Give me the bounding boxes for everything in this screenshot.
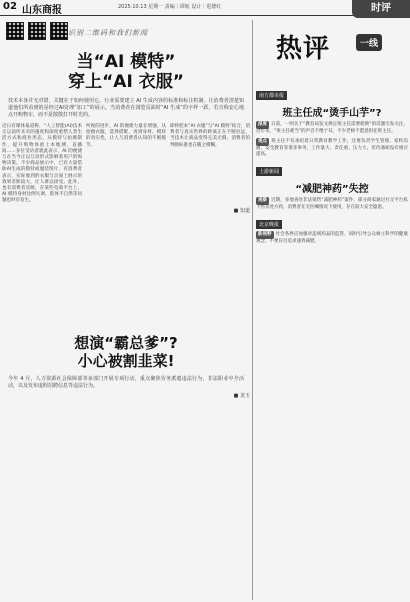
byline: ■ 龙玉	[233, 393, 250, 399]
right-body: 观察 近期，多地查处非法销售“减肥神药”案件，部分商家通过社交平台私下售卖处方药，消费者在无医嘱情况下使用，存在较大安全隐患。	[256, 198, 408, 210]
column-banner	[256, 20, 408, 82]
issue-meta: 2025.10.13 星期一 责编｜谭航 设计｜进德红	[118, 4, 222, 10]
source-label: 南方都市报	[256, 91, 287, 100]
banner-tag: 一线	[356, 34, 382, 51]
article-column: 所视的进步，AI 的便捷力量在增强，从拍摄衣服，选择搭配，再到身材、模样的真实性，让人与消费者认知的不断脱节。	[86, 124, 166, 148]
paper-name: 山东商报	[22, 5, 62, 16]
section-title: 时评	[352, 0, 410, 18]
right-body: 观点 班主任不仅承担着日常教育教学工作，还要负责学生管理、家校沟通、安全教育等诸多事务，工作量大、责任重、压力大，但待遇却没有相应提高。	[256, 139, 408, 157]
slogan: 识别二维码和我们新闻	[68, 29, 148, 37]
right-body: 深度 日前，一则关于“教育局发文规定班主任需要轮换”的话题引发关注，近年来，“班主任难当”的声音不绝于耳，不少老师不愿意担任班主任。	[256, 122, 408, 134]
right-headline: “减肥神药”失控	[295, 184, 369, 195]
right-body: 新视野 社会各界应加强对违规药品的监管，同时引导公众树立科学的健康观念，不要盲目追求速效减肥。	[256, 232, 408, 244]
article-columns	[2, 124, 250, 205]
qr-code-icon	[6, 22, 24, 40]
headline-line1: 想演“霸总爹”?	[74, 334, 178, 352]
article-column: 即将把本“AI 衣服”与“AI 模特”结合，消费者与真实世界的距离正在不断拉远，当技术让商品变得完美无瑕，消费者的判断标准也在随之模糊。	[170, 124, 250, 148]
tag: 观察	[258, 198, 267, 203]
banner-title: 热评	[276, 34, 331, 64]
article-column: 近日有媒体报道称，“人工智能(AI)技术正以前所未有的速度和深度重塑人类生活方式和商业形态，从模特与拍摄制作，提升购物体验上本地测，直播间……多位受访者就此表示，AI 的便捷与在当今正以互动形式影响着用户的购物决策。不少商品展示中，已有大量借助AI生成的模特或服装图片，有消费者表示，实际收到的衣服与页面上展示的效果差距较大，让人难以接受。此外，也有消费者反映，在某些电商平台上，AI 模特身材比例失调、肢体不自然等问题也时有发生。	[2, 124, 82, 204]
headline-line2: 小心被割韭菜!	[77, 352, 175, 370]
tag: 观点	[258, 139, 267, 144]
tag: 新视野	[258, 232, 272, 237]
qr-code-icon	[28, 22, 46, 40]
right-headline: 班主任成“烫手山芋”?	[282, 108, 382, 119]
article-lede: 今年 4 月，人力资源社会保障部等多部门开展专项行动，重点聚焦劳务派遣违法行为，非法职业中介活动，以及发布虚假招聘信息等违法行为。	[8, 376, 244, 389]
masthead	[0, 0, 410, 16]
qr-code-icon	[50, 22, 68, 40]
right-column	[256, 20, 408, 245]
source-label: 北京晚报	[256, 220, 282, 229]
article-scam	[2, 334, 250, 399]
tag: 深度	[258, 122, 267, 127]
byline: ■ 知道	[233, 207, 250, 214]
source-label: 上游新闻	[256, 167, 282, 176]
article-ai-model	[2, 52, 250, 214]
article-lede: 技术本身并无对错，关键在于如何使用它。行业需要建立 AI 生成内容的标准和标注机制，让消费者清楚知道他们所看到的是经过AI处理“加工”的展示。当消费者在浏览页面时“AI 生成”的字样一跃，若宣称安心地点开购物车，而不是散散打开时光的。	[8, 98, 244, 118]
headline-line2: 穿上“AI 衣服”	[68, 72, 184, 92]
column-divider	[252, 20, 253, 600]
headline-line1: 当“AI 模特”	[76, 52, 176, 72]
page-number: 02	[3, 1, 17, 12]
